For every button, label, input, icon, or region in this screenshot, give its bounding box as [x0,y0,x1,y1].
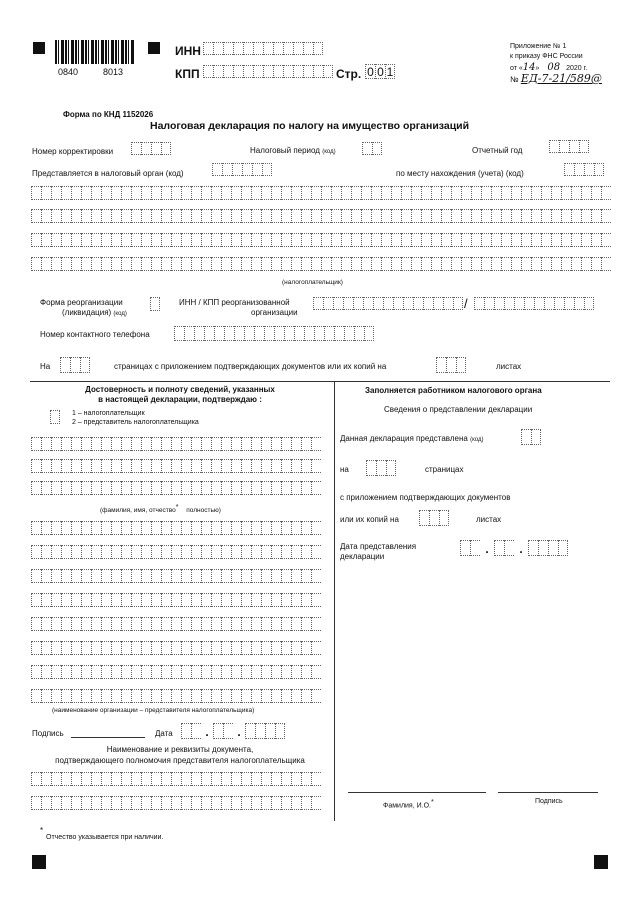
confirmer-option1: 1 – налогоплательщик [72,410,145,417]
org-row-3[interactable] [31,569,321,583]
reorg-inn-label2: организации [251,308,298,317]
form-knd: Форма по КНД 1152026 [63,110,154,119]
reorg-slash: / [464,296,468,311]
inn-label: ИНН [175,44,201,58]
annex-line2: к приказу ФНС России [510,53,583,60]
right-on-label: на [340,465,349,474]
fio-row-1[interactable] [31,437,321,451]
annex-number-handwritten: ЕД-7-21/589@ [520,72,602,85]
submitted-label: Данная декларация представлена (код) [340,434,484,443]
right-fio-label: Фамилия, И.О.* [383,799,434,810]
correction-label: Номер корректировки [32,147,114,156]
barcode-number-right: 8013 [103,67,124,77]
page-label: Стр. [336,67,362,81]
annex-date-day: 14 [522,62,536,73]
location-label: по месту нахождения (учета) (код) [396,169,524,178]
corner-marker-top-right [148,42,160,54]
corner-marker-bottom-right [594,855,608,869]
sheets-cells[interactable] [436,357,466,373]
org-row-4[interactable] [31,593,321,607]
date-cells[interactable]: . . [181,723,285,741]
fio-caption: (фамилия, имя, отчество* полностью) [100,504,221,515]
taxpayer-caption: (налогоплательщик) [282,279,343,286]
right-fio-line[interactable] [348,792,486,793]
footnote-star: * [40,826,44,835]
date-label: Дата [155,729,173,738]
pages-cells[interactable] [60,357,90,373]
right-with-docs: с приложением подтверждающих документов [340,493,511,502]
right-pages-label: страницах [425,465,464,474]
period-label: Налоговый период (код) [250,146,336,155]
right-or-copies: или их копий на [340,515,399,524]
barcode-number-left: 0840 [58,67,79,77]
taxpayer-row-1[interactable] [31,186,611,200]
right-sign-line[interactable] [498,792,598,793]
pages-on-label: На [40,362,51,371]
right-sheets-cells[interactable] [419,510,449,526]
org-row-8[interactable] [31,689,321,703]
org-row-5[interactable] [31,617,321,631]
reorg-inn-label1: ИНН / КПП реорганизованной [179,298,290,307]
page-number-cells: 0 0 1 [365,64,395,79]
location-cells[interactable] [564,163,604,176]
taxpayer-row-4[interactable] [31,257,611,271]
taxpayer-row-3[interactable] [31,233,611,247]
phone-cells[interactable] [174,326,374,341]
submitted-cells[interactable] [521,429,541,445]
confirmer-type-cell[interactable] [50,410,60,424]
barcode [55,40,135,64]
org-caption: (наименование организации – представителя налогоплательщика) [52,707,255,714]
period-cells[interactable] [362,142,382,155]
doc-row-1[interactable] [31,772,321,786]
year-label: Отчетный год [472,146,523,155]
org-row-2[interactable] [31,545,321,559]
sheets-label: листах [496,362,522,371]
right-sign-label: Подпись [535,798,563,805]
org-row-1[interactable] [31,521,321,535]
authority-cells[interactable] [212,163,272,176]
sign-label: Подпись [32,729,64,738]
fio-row-3[interactable] [31,481,321,495]
org-row-6[interactable] [31,641,321,655]
authority-label: Представляется в налоговый орган (код) [32,169,184,178]
right-date-label1: Дата представления [340,542,417,551]
doc-title1: Наименование и реквизиты документа, [106,745,254,754]
corner-marker-bottom-left [32,855,46,869]
phone-label: Номер контактного телефона [40,330,150,339]
section-divider-vertical [334,381,335,821]
right-title: Заполняется работником налогового органа [365,386,542,395]
confirmer-option2: 2 – представитель налогоплательщика [72,419,199,426]
correction-cells[interactable] [131,142,171,155]
reorg-inn-cells[interactable] [313,297,463,310]
right-subtitle: Сведения о представлении декларации [384,405,533,414]
annex-date: от «14» 08 2020 г. [510,62,588,73]
right-date-label2: декларации [340,552,385,561]
year-cells[interactable] [549,140,589,153]
reorg-form-cell[interactable] [150,297,160,311]
footnote: Отчество указывается при наличии. [46,834,164,841]
inn-cells[interactable] [203,42,323,55]
form-title: Налоговая декларация по налогу на имущество организаций [150,120,470,132]
pages-text: страницах с приложением подтверждающих документов или их копий на [114,362,387,371]
annex-line1: Приложение № 1 [510,43,567,50]
doc-row-2[interactable] [31,796,321,810]
taxpayer-row-2[interactable] [31,209,611,223]
reorg-kpp-cells[interactable] [474,297,594,310]
org-row-7[interactable] [31,665,321,679]
fio-row-2[interactable] [31,459,321,473]
reorg-form-label2: (ликвидация) (код) [62,308,127,317]
annex-date-month: 08 [547,62,561,73]
kpp-label: КПП [175,67,200,81]
left-title1: Достоверность и полноту сведений, указанных [85,385,275,394]
annex-number: № ЕД-7-21/589@ [510,72,602,85]
left-title2: в настоящей декларации, подтверждаю : [98,395,262,404]
sign-line[interactable] [71,737,145,738]
doc-title2: подтверждающего полномочия представителя налогоплательщика [55,756,305,765]
section-divider-top [30,381,610,382]
right-sheets-label: листах [476,515,502,524]
right-pages-cells[interactable] [366,460,396,476]
corner-marker-top-left [33,42,45,54]
reorg-form-label1: Форма реорганизации [40,298,123,307]
kpp-cells[interactable] [203,65,333,78]
right-date-cells[interactable]: . . [460,540,568,558]
